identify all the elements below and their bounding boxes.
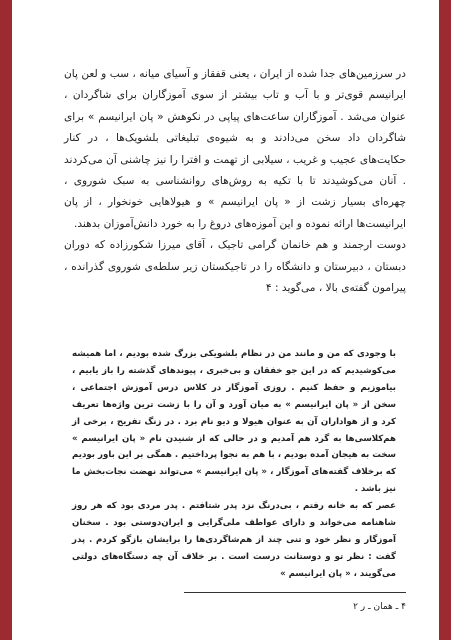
- footnote-divider: [184, 592, 406, 593]
- main-text: [64, 64, 406, 299]
- footnote: ۴ ـ همان ـ ر ۲: [353, 602, 406, 612]
- block-quote: [72, 346, 396, 583]
- paragraph: در سرزمین‌های جدا شده از ایران ، یعنی قفقاز و آسیای میانه ، سب و لعن پان ایرانیسم قوی‌تر و با آب و تاب بیشتر از سوی آموزگاران برای شاگردان ، عنوان می‌شد . آموزگاران ساعت‌های پیاپی در نکوهش « پان ایرانیسم » برای شاگردان داد سخن می‌دادند و به شیوه‌ی تبلیغاتی بلشویک‌ها ، در کنار حکایت‌های عجیب و غریب ، سیلابی از تهمت و افترا را نیز چاشنی آن می‌کردند . آنان می‌کوشیدند تا با تکیه به روش‌های روانشناسی به سبک شوروی ، چهره‌ای بسیار زشت از « پان ایرانیسم » و هیولاهایی خونخوار ، از پان ایرانیست‌ها ارائه نموده و این آموزه‌های دروغ را به خورد دانش‌آموزان بدهند.: [64, 68, 406, 230]
- quote-paragraph: عصر که به خانه رفتم ، بی‌درنگ نزد پدر شتافتم . پدر مردی بود که هر روز شاهنامه می‌خواند و دارای عواطف ملی‌گرایی و ایران‌دوستی بود . سخنان آموزگار و نظر خود و تنی چند از هم‌شاگردی‌ها را برایشان بازگو کردم . پدر گفت : نظر تو و دوستانت درست است . بر خلاف آن چه دستگاه‌های دولتی می‌گویند ، « پان ایرانیسم »: [72, 501, 396, 579]
- quote-paragraph: با وجودی که من و مانند من در نظام بلشویکی بزرگ شده بودیم ، اما همیشه می‌کوشیدیم که در این جو خفقان و بی‌خبری ، پیوندهای گذشته را باز یابیم ، بیاموزیم و حفظ کنیم . روزی آموزگار در کلاس درس آموزش اجتماعی ، سخن از « پان ایرانیسم » به میان آورد و آن را با زشت ترین واژه‌ها تعریف کرد و از هواداران آن به عنوان هیولا و دیو نام برد . در زنگ تفریح ، برخی از هم‌کلاسی‌ها به گرد هم آمدیم و در حالی که از شنیدن نام « پان ایرانیسم » سخت به هیجان آمده بودیم ، با هم به نجوا پرداختیم . همگی بر این باور بودیم که برخلاف گفته‌های آموزگار ، « پان ایرانیسم » می‌تواند نهضت نجات‌بخش ما نیز باشد .: [72, 349, 396, 495]
- paragraph: دوست ارجمند و هم خانمان گرامی تاجیک ، آقای میرزا شکورزاده که دوران دبستان ، دبیرستان و دانشگاه را در تاجیکستان زیر سلطه‌ی شوروی گذرانده ، پیرامون گفته‌ی بالا ، می‌گوید : ۴: [64, 239, 406, 295]
- document-page: [12, 0, 439, 640]
